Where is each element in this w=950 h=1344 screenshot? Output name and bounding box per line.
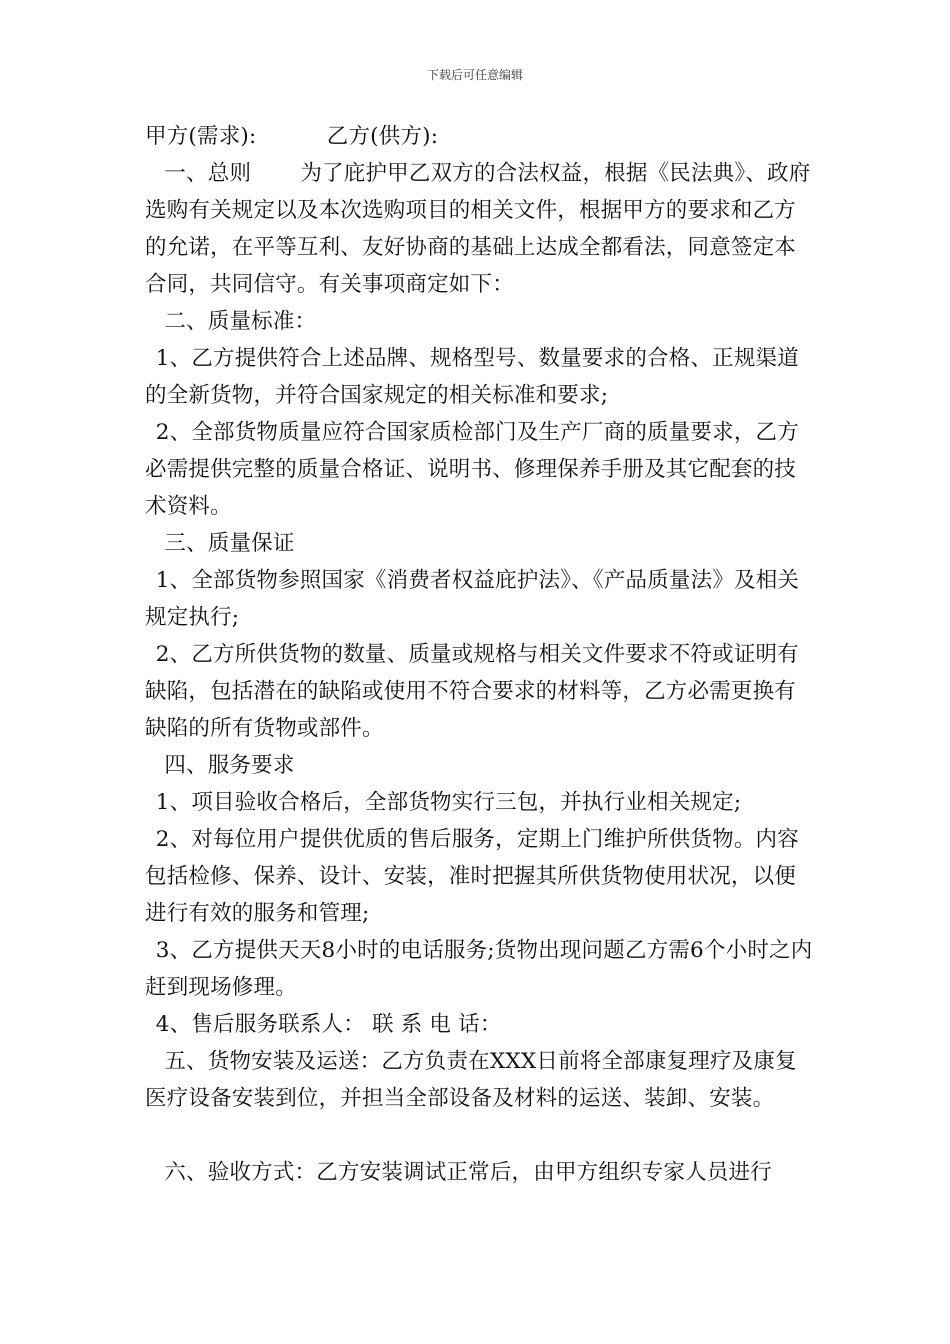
service-item-1: 1、项目验收合格后，全部货物实行三包，并执行业相关规定; bbox=[155, 790, 742, 815]
service-item-4: 4、售后服务联系人： 联 系 电 话： bbox=[155, 1012, 502, 1037]
quality-standard-item-2: 2、全部货物质量应符合国家质检部门及生产厂商的质量要求，乙方必需提供完整的质量合格证、说明书、修理保养手册及其它配套的技术资料。 bbox=[145, 420, 799, 519]
section-service-heading: 四、服务要求 bbox=[164, 753, 295, 778]
section-installation: 五、货物安装及运送：乙方负责在XXX日前将全部康复理疗及康复医疗设备安装到位，并担当全部设备及材料的运送、装卸、安装。 bbox=[145, 1049, 797, 1111]
page-header-note: 下载后可任意编辑 bbox=[426, 68, 523, 82]
quality-guarantee-item-1: 1、全部货物参照国家《消费者权益庇护法》、《产品质量法》及相关规定执行; bbox=[145, 568, 800, 630]
contract-body bbox=[145, 118, 815, 1191]
section-general: 一、总则 为了庇护甲乙双方的合法权益，根据《民法典》、政府选购有关规定以及本次选购项目的相关文件，根据甲方的要求和乙方的允诺，在平等互利、友好协商的基础上达成全都看法，同意签定本合同，共同信守。有关事项商定如下： bbox=[145, 161, 811, 297]
service-item-3: 3、乙方提供天天8小时的电话服务;货物出现问题乙方需6个小时之内赶到现场修理。 bbox=[145, 938, 813, 1000]
parties-line: 甲方(需求): 乙方(供方): bbox=[145, 124, 439, 149]
section-quality-guarantee-heading: 三、质量保证 bbox=[164, 531, 295, 556]
section-quality-standard-heading: 二、质量标准： bbox=[164, 309, 317, 334]
quality-guarantee-item-2: 2、乙方所供货物的数量、质量或规格与相关文件要求不符或证明有缺陷，包括潜在的缺陷或使用不符合要求的材料等，乙方必需更换有缺陷的所有货物或部件。 bbox=[145, 642, 799, 741]
quality-standard-item-1: 1、乙方提供符合上述品牌、规格型号、数量要求的合格、正规渠道的全新货物，并符合国家规定的相关标准和要求; bbox=[145, 346, 799, 408]
section-acceptance: 六、验收方式：乙方安装调试正常后，由甲方组织专家人员进行 bbox=[164, 1160, 772, 1185]
service-item-2: 2、对每位用户提供优质的售后服务，定期上门维护所供货物。内容包括检修、保养、设计、安装，准时把握其所供货物使用状况，以便进行有效的服务和管理; bbox=[145, 827, 799, 926]
